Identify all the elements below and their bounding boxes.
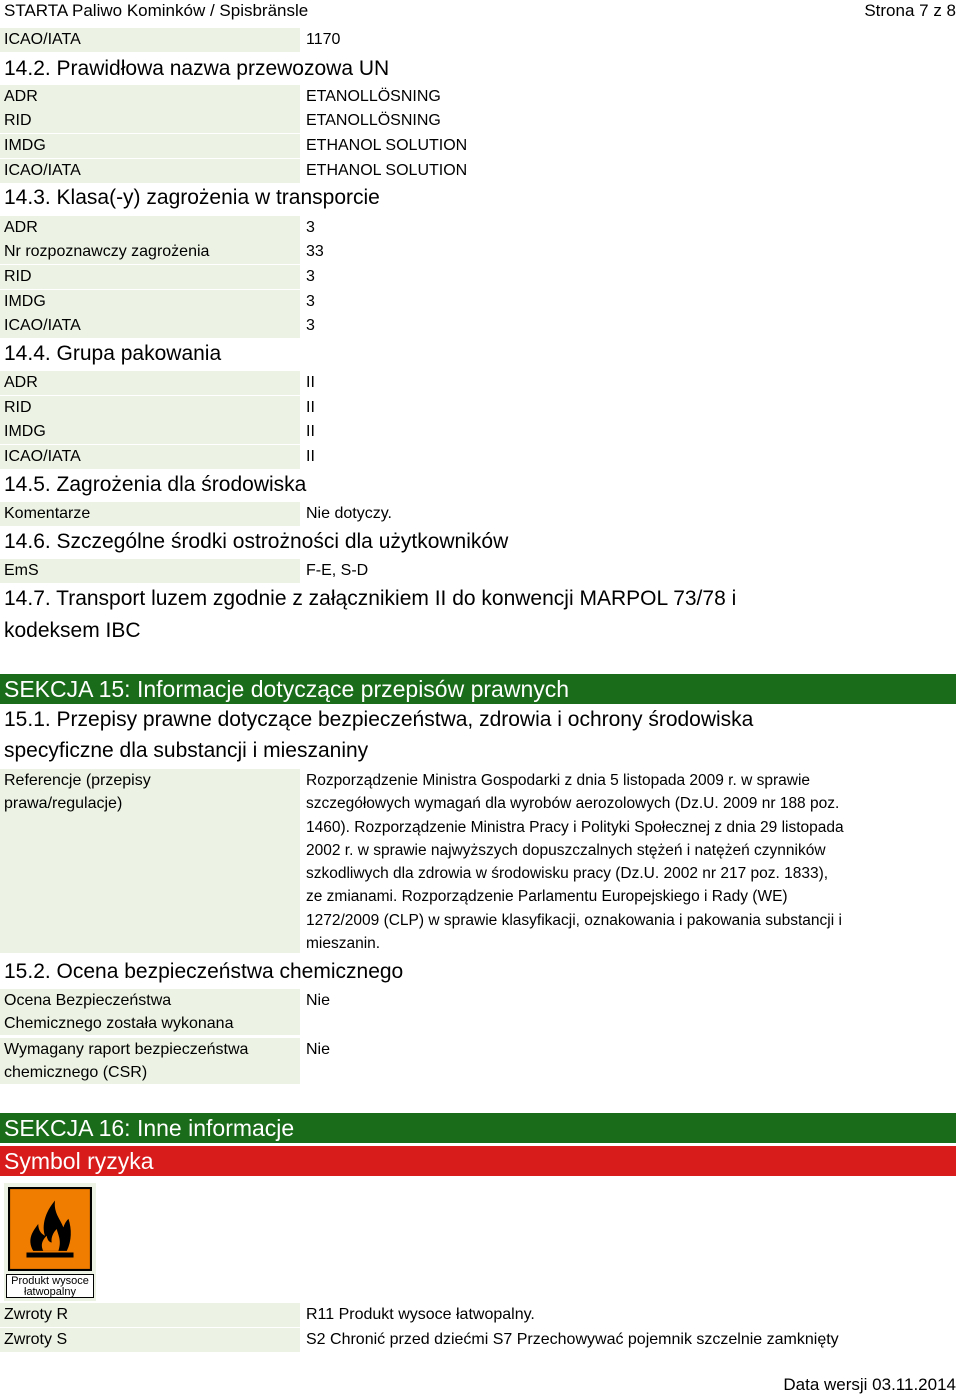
kv-row: [0, 265, 960, 289]
row-key: ICAO/IATA: [0, 314, 300, 338]
kv-row: [0, 445, 960, 469]
page-header: [0, 0, 960, 26]
row-key: IMDG: [0, 420, 300, 444]
s-phrases-value: S2 Chronić przed dziećmi S7 Przechowywać pojemnik szczelnie zamknięty: [306, 1331, 839, 1348]
version-date: Data wersji 03.11.2014: [783, 1375, 956, 1394]
kv-row: [0, 290, 960, 314]
row-value: 3: [306, 317, 315, 334]
kv-row: [0, 216, 960, 240]
references-line: 2002 r. w sprawie najwyższych dopuszczalnych stężeń i natężeń czynników: [306, 841, 826, 859]
csa-key-line: Ocena Bezpieczeństwa: [4, 992, 172, 1009]
row-key: RID: [0, 396, 300, 420]
csr-value: Nie: [306, 1041, 331, 1058]
kv-row: [0, 240, 960, 264]
references-line: mieszanin.: [306, 935, 381, 953]
heading-14-7-line2: kodeksem IBC: [4, 619, 141, 642]
row-value: ETANOLLÖSNING: [306, 88, 441, 105]
heading-14-3: 14.3. Klasa(-y) zagrożenia w transporcie: [4, 186, 380, 209]
row-value: ETHANOL SOLUTION: [306, 137, 468, 154]
heading-15-1-line1: 15.1. Przepisy prawne dotyczące bezpieczeństwa, zdrowia i ochrony środowiska: [4, 708, 754, 731]
row-key: ICAO/IATA: [0, 445, 300, 469]
row-key: IMDG: [0, 290, 300, 314]
row-value: Nie dotyczy.: [306, 505, 392, 522]
row-value: 3: [306, 293, 315, 310]
kv-row: [0, 85, 960, 109]
references-line: szkodliwych dla zdrowia w środowisku pracy (Dz.U. 2002 nr 217 poz. 1833),: [306, 865, 829, 883]
kv-row: [0, 1328, 960, 1352]
references-line: 1460). Rozporządzenie Ministra Pracy i Polityki Społecznej z dnia 29 listopada: [306, 818, 844, 836]
r-phrases-value: R11 Produkt wysoce łatwopalny.: [306, 1306, 535, 1323]
references-line: ze zmianami. Rozporządzenie Parlamentu Europejskiego i Rady (WE): [306, 888, 788, 906]
row-value: 3: [306, 268, 315, 285]
csa-value: Nie: [306, 992, 331, 1009]
row-value: 33: [306, 243, 324, 260]
kv-row: [0, 502, 960, 526]
kv-row: [0, 28, 960, 52]
heading-14-4: 14.4. Grupa pakowania: [4, 342, 222, 365]
row-value: F-E, S-D: [306, 562, 369, 579]
heading-14-6: 14.6. Szczególne środki ostrożności dla użytkowników: [4, 530, 509, 553]
references-line: szczegółowych wymagań dla wyrobów aerozolowych (Dz.U. 2009 nr 188 poz.: [306, 795, 840, 813]
csr-key-line: Wymagany raport bezpieczeństwa: [4, 1041, 249, 1058]
references-key-line: prawa/regulacje): [4, 795, 123, 812]
kv-row: [0, 420, 960, 444]
row-key: ADR: [0, 85, 300, 109]
pictogram-caption-line: łatwopalny: [24, 1286, 76, 1298]
references-line: Rozporządzenie Ministra Gospodarki z dnia 5 listopada 2009 r. w sprawie: [306, 772, 811, 789]
kv-row: [0, 109, 960, 133]
references-key: [0, 769, 300, 953]
section-15-title: SEKCJA 15: Informacje dotyczące przepisów prawnych: [0, 674, 956, 704]
csa-key: [0, 989, 300, 1035]
risk-symbol-title: Symbol ryzyka: [0, 1146, 956, 1176]
kv-row: [0, 1303, 960, 1327]
row-value: II: [306, 448, 315, 465]
r-phrases-key: Zwroty R: [0, 1303, 300, 1327]
row-key: ICAO/IATA: [0, 159, 300, 183]
pictogram-caption-line: Produkt wysoce: [11, 1275, 89, 1287]
row-key: ADR: [0, 371, 300, 395]
document-title: STARTA Paliwo Kominków / Spisbränsle: [4, 1, 309, 20]
row-value: 1170: [306, 31, 341, 48]
s-phrases-key: Zwroty S: [0, 1328, 300, 1352]
csa-key-line: Chemicznego została wykonana: [4, 1015, 234, 1032]
row-value: ETANOLLÖSNING: [306, 112, 441, 129]
heading-14-7-line1: 14.7. Transport luzem zgodnie z załącznikiem II do konwencji MARPOL 73/78 i: [4, 587, 737, 610]
row-key: RID: [0, 265, 300, 289]
kv-row: [0, 559, 960, 583]
page-number: Strona 7 z 8: [864, 1, 956, 20]
csr-key-line: chemicznego (CSR): [4, 1064, 148, 1081]
heading-14-5: 14.5. Zagrożenia dla środowiska: [4, 473, 307, 496]
row-value: II: [306, 374, 315, 391]
heading-15-1-line2: specyficzne dla substancji i mieszaniny: [4, 739, 369, 762]
csr-key: [0, 1038, 300, 1084]
kv-row: [0, 371, 960, 395]
references-line: 1272/2009 (CLP) w sprawie klasyfikacji, oznakowania i pakowania substancji i: [306, 911, 842, 929]
row-value: ETHANOL SOLUTION: [306, 162, 468, 179]
row-value: II: [306, 423, 315, 440]
kv-row: [0, 314, 960, 338]
row-key: Nr rozpoznawczy zagrożenia: [0, 240, 300, 264]
row-key: ADR: [0, 216, 300, 240]
row-value: 3: [306, 219, 315, 236]
row-key: ICAO/IATA: [0, 28, 300, 52]
highly-flammable-icon: [8, 1187, 92, 1271]
references-key-line: Referencje (przepisy: [4, 772, 151, 789]
references-value: [306, 769, 916, 955]
section-16-title: SEKCJA 16: Inne informacje: [0, 1113, 956, 1143]
heading-14-2: 14.2. Prawidłowa nazwa przewozowa UN: [4, 57, 390, 80]
row-key: IMDG: [0, 134, 300, 158]
hazard-pictogram: [4, 1183, 96, 1301]
row-key: RID: [0, 109, 300, 133]
pictogram-caption: [6, 1274, 94, 1298]
row-value: II: [306, 399, 315, 416]
kv-row: [0, 134, 960, 158]
row-key: Komentarze: [0, 502, 300, 526]
heading-15-2: 15.2. Ocena bezpieczeństwa chemicznego: [4, 960, 404, 983]
row-key: EmS: [0, 559, 300, 583]
kv-row: [0, 396, 960, 420]
kv-row: [0, 159, 960, 183]
